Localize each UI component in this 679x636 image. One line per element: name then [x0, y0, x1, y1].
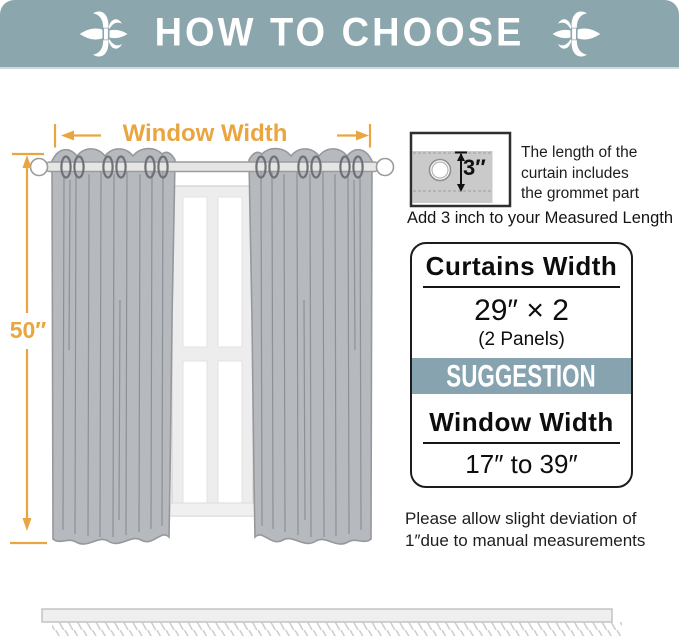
- disclaimer-line: 1″due to manual measurements: [405, 530, 646, 550]
- rod-finial-left: [31, 159, 48, 176]
- add-length-note: Add 3 inch to your Measured Length: [407, 209, 674, 227]
- curtains-width-header: Curtains Width: [425, 251, 618, 281]
- divider: [423, 286, 620, 288]
- window-width-value: 17″ to 39″: [465, 449, 578, 479]
- grommet-note-line: The length of the: [521, 144, 638, 161]
- curtain-panel-right: [249, 149, 372, 544]
- rod-finial-right: [377, 159, 394, 176]
- divider: [423, 442, 620, 444]
- window: [165, 186, 260, 516]
- grommet-note-line: the grommet part: [521, 185, 640, 202]
- floor-line: [42, 609, 622, 636]
- grommet-note-line: curtain includes: [521, 164, 629, 182]
- window-width-label: Window Width: [122, 120, 288, 147]
- page-title: HOW TO CHOOSE: [154, 10, 525, 56]
- disclaimer-line: Please allow slight deviation of: [405, 509, 637, 528]
- grommet-circle: [430, 160, 451, 181]
- grommet-depth-label: 3″: [463, 155, 486, 180]
- grommet-depth-diagram: [411, 133, 510, 206]
- curtain-length-label: 50″: [9, 317, 47, 343]
- suggestion-label: SUGGESTION: [446, 357, 597, 394]
- floor-hatching: [52, 622, 622, 636]
- measurement-disclaimer: [405, 508, 645, 551]
- window-width-header: Window Width: [429, 407, 614, 437]
- height-measure-arrow: [10, 154, 47, 543]
- suggestion-banner: [412, 358, 631, 394]
- grommet-note: [521, 143, 639, 205]
- curtain-panel-left: [52, 149, 175, 544]
- panels-count-note: (2 Panels): [478, 329, 565, 350]
- size-chart-panel: [410, 242, 633, 488]
- curtains-width-value: 29″ × 2: [474, 294, 569, 327]
